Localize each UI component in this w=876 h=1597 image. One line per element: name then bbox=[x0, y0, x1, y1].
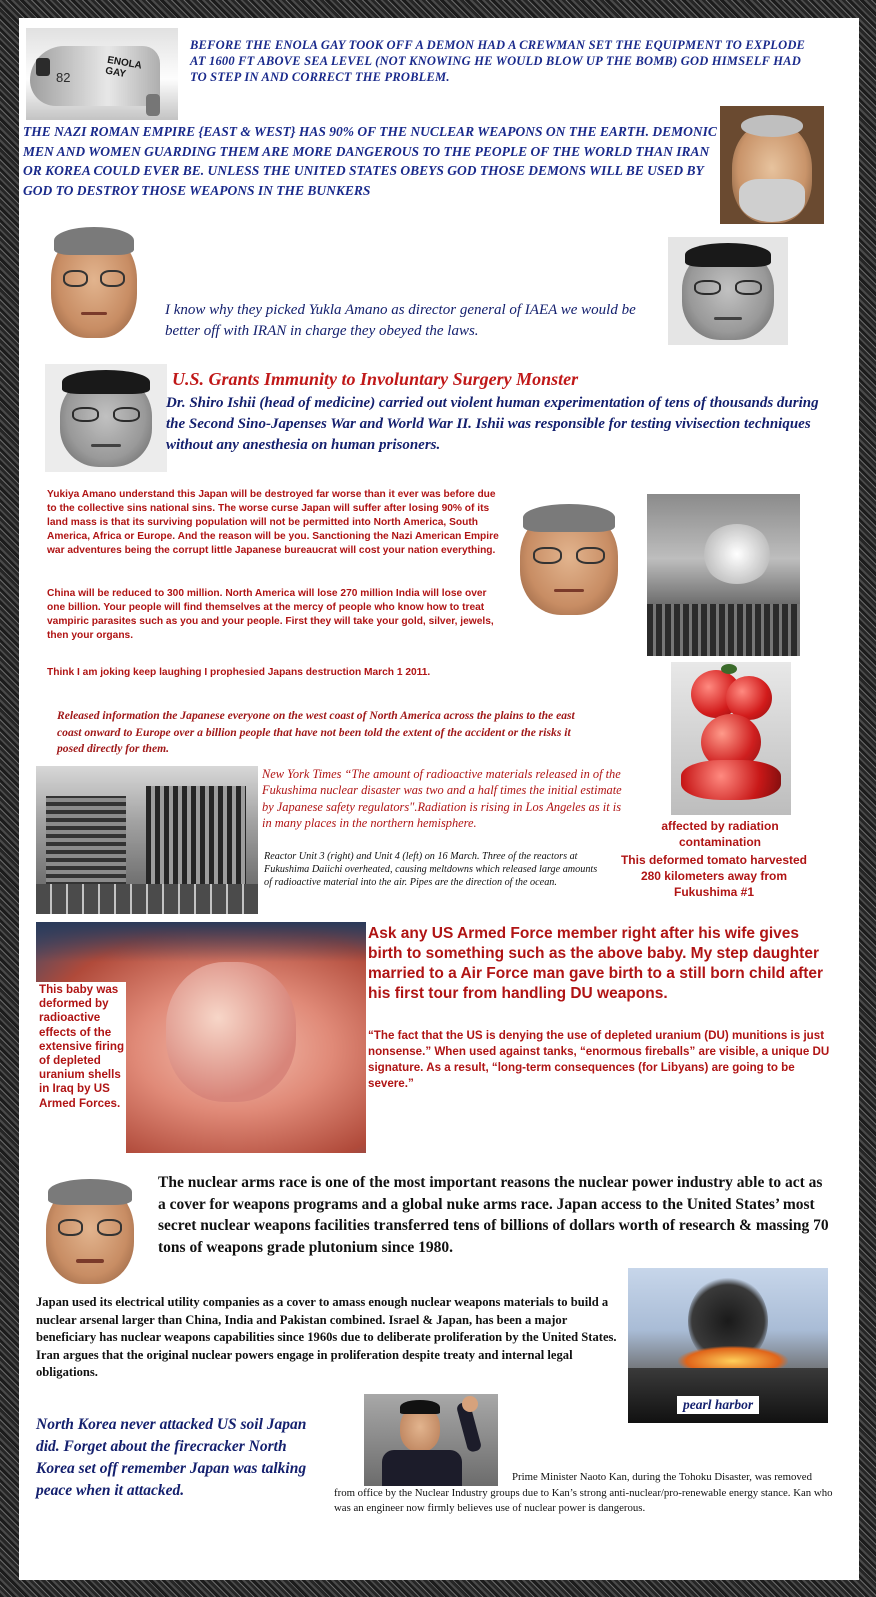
reactor-caption: Reactor Unit 3 (right) and Unit 4 (left) on 16 March. Three of the reactors at Fukushima Daiichi overheated, causing meltdowns which released large amounts of radioactive material into the air. Pipes are the direction of the ocean. bbox=[264, 851, 598, 888]
released-info-text: Released information the Japanese everyone on the west coast of North America across the plains to the east coast onward to Europe over a billion people that have not been told the extent of the accident or the risks it posed directly for them. bbox=[57, 709, 575, 755]
bearded-man-photo bbox=[720, 106, 824, 224]
naoto-kan-caption: Prime Minister Naoto Kan, during the Tohoku Disaster, was removed from office by the Nuclear Industry groups due to Kan’s strong anti-nuclear/pro-renewable energy stance. Kan who was an engineer now firmly believes use of nuclear power is dangerous. bbox=[334, 1471, 833, 1515]
pearl-harbor-label: pearl harbor bbox=[677, 1396, 759, 1414]
ishii-portrait bbox=[668, 237, 788, 345]
armed-force-text: Ask any US Armed Force member right after his wife gives birth to something such as the above baby. My step daughter married to a Air Force man gave birth to a still born child after his first tour from handling DU weapons. bbox=[368, 925, 824, 1002]
fukushima-smoke-photo bbox=[647, 494, 800, 656]
amano-portrait bbox=[32, 1172, 148, 1290]
nazi-empire-text: THE NAZI ROMAN EMPIRE {EAST & WEST} HAS 90% OF THE NUCLEAR WEAPONS ON THE EARTH. DEMONIC MEN AND WOMEN GUARDING THEM ARE MORE DANGEROUS TO THE PEOPLE OF THE WORLD THAN IRAN OR KOREA COULD EVER BE. UNLESS THE UNITED STATES OBEYS GOD THOSE DEMONS WILL BE USED BY GOD TO DESTROY THOSE WEAPONS IN THE BUNKERS bbox=[23, 124, 717, 198]
utility-companies-text: Japan used its electrical utility companies as a cover to amass enough nuclear weapons materials to build a nuclear arsenal larger than China, India and Pakistan combined. Israel & Japan, has been a major beneficiary has nuclear weapons capabilities since 1960s due to deliberate proliferation by the United States. Iran argues that the original nuclear powers engage in proliferation despite treaty and internal legal obligations. bbox=[36, 1295, 617, 1379]
tomato-caption-2: This deformed tomato harvested 280 kilometers away from Fukushima #1 bbox=[620, 853, 808, 899]
reactor-ruins-photo bbox=[36, 766, 258, 914]
amano-portrait bbox=[505, 497, 633, 621]
ishii-portrait bbox=[45, 364, 167, 472]
enola-plane-text: ENOLA GAY bbox=[104, 54, 143, 80]
baby-caption: This baby was deformed by radioactive effects of the extensive firing of depleted uranium shells in Iraq by US Armed Forces. bbox=[39, 983, 125, 1110]
arms-race-text: The nuclear arms race is one of the most important reasons the nuclear power industry able to act as a cover for weapons programs and a global nuke arms race. Japan access to the United States’ most secret nuclear weapons facilities transferred tens of billions of dollars worth of research & massing 70 tons of weapons grade plutonium since 1980. bbox=[158, 1174, 829, 1256]
ishii-body: Dr. Shiro Ishii (head of medicine) carried out violent human experimentation of tens of thousands during the Second Sino-Japenses War and World War II. Ishii was responsible for testing vivisection techniques without any anesthesia on human prisoners. bbox=[166, 395, 819, 453]
deformed-tomato-photo bbox=[671, 662, 791, 815]
yukiya-paragraph-2: China will be reduced to 300 million. North America will lose 270 million India will lose over one billion. Your people will find themselves at the mercy of people who know how to treat vampiric parasites such as you and your people. First they will take your gold, silver, jewels, then your organs. bbox=[47, 588, 494, 641]
enola-gay-photo bbox=[26, 28, 178, 120]
nyt-text: New York Times “The amount of radioactive materials released in of the Fukushima nuclear disaster was two and a half times the initial estimate by Japanese safety regulators".Radiation is rising in Los Angeles as it is in many places in the northern hemisphere. bbox=[262, 767, 622, 831]
du-quote-text: “The fact that the US is denying the use of depleted uranium (DU) munitions is just nonsense.” When used against tanks, “enormous fireballs” are visible, a unique DU signature. As a result, “long-term consequences (for Libyans) are going to be severe.” bbox=[368, 1029, 830, 1090]
north-korea-text: North Korea never attacked US soil Japan did. Forget about the firecracker North Korea set off remember Japan was talking peace when it attacked. bbox=[36, 1416, 307, 1499]
ishii-headline: U.S. Grants Immunity to Involuntary Surgery Monster bbox=[172, 369, 579, 389]
enola-gay-text: BEFORE THE ENOLA GAY TOOK OFF A DEMON HAD A CREWMAN SET THE EQUIPMENT TO EXPLODE AT 1600 FT ABOVE SEA LEVEL (NOT KNOWING HE WOULD BLOW UP THE BOMB) GOD HIMSELF HAD TO STEP IN AND CORRECT THE PROBLEM. bbox=[190, 38, 806, 84]
amano-iaea-text: I know why they picked Yukla Amano as director general of IAEA we would be better off with IRAN in charge they obeyed the laws. bbox=[165, 302, 636, 339]
tomato-caption-1: affected by radiation contamination bbox=[661, 819, 779, 849]
yukiya-paragraph-1: Yukiya Amano understand this Japan will be destroyed far worse than it ever was before due to the collective sins national sins. The worse curse Japan will suffer after losing 90% of its land mass is that its surviving population will not be permitted into North America, South America, Africa or Europe. And the reason will be you. Sanctioning the Nazi American Empire war adventures being the corrupt little Japanese bureaucrat will cost your nation everything. bbox=[47, 489, 499, 556]
enola-tail-number: 82 bbox=[56, 70, 71, 85]
yukiya-paragraph-3: Think I am joking keep laughing I prophesied Japans destruction March 1 2011. bbox=[47, 667, 431, 678]
amano-portrait bbox=[38, 220, 150, 344]
